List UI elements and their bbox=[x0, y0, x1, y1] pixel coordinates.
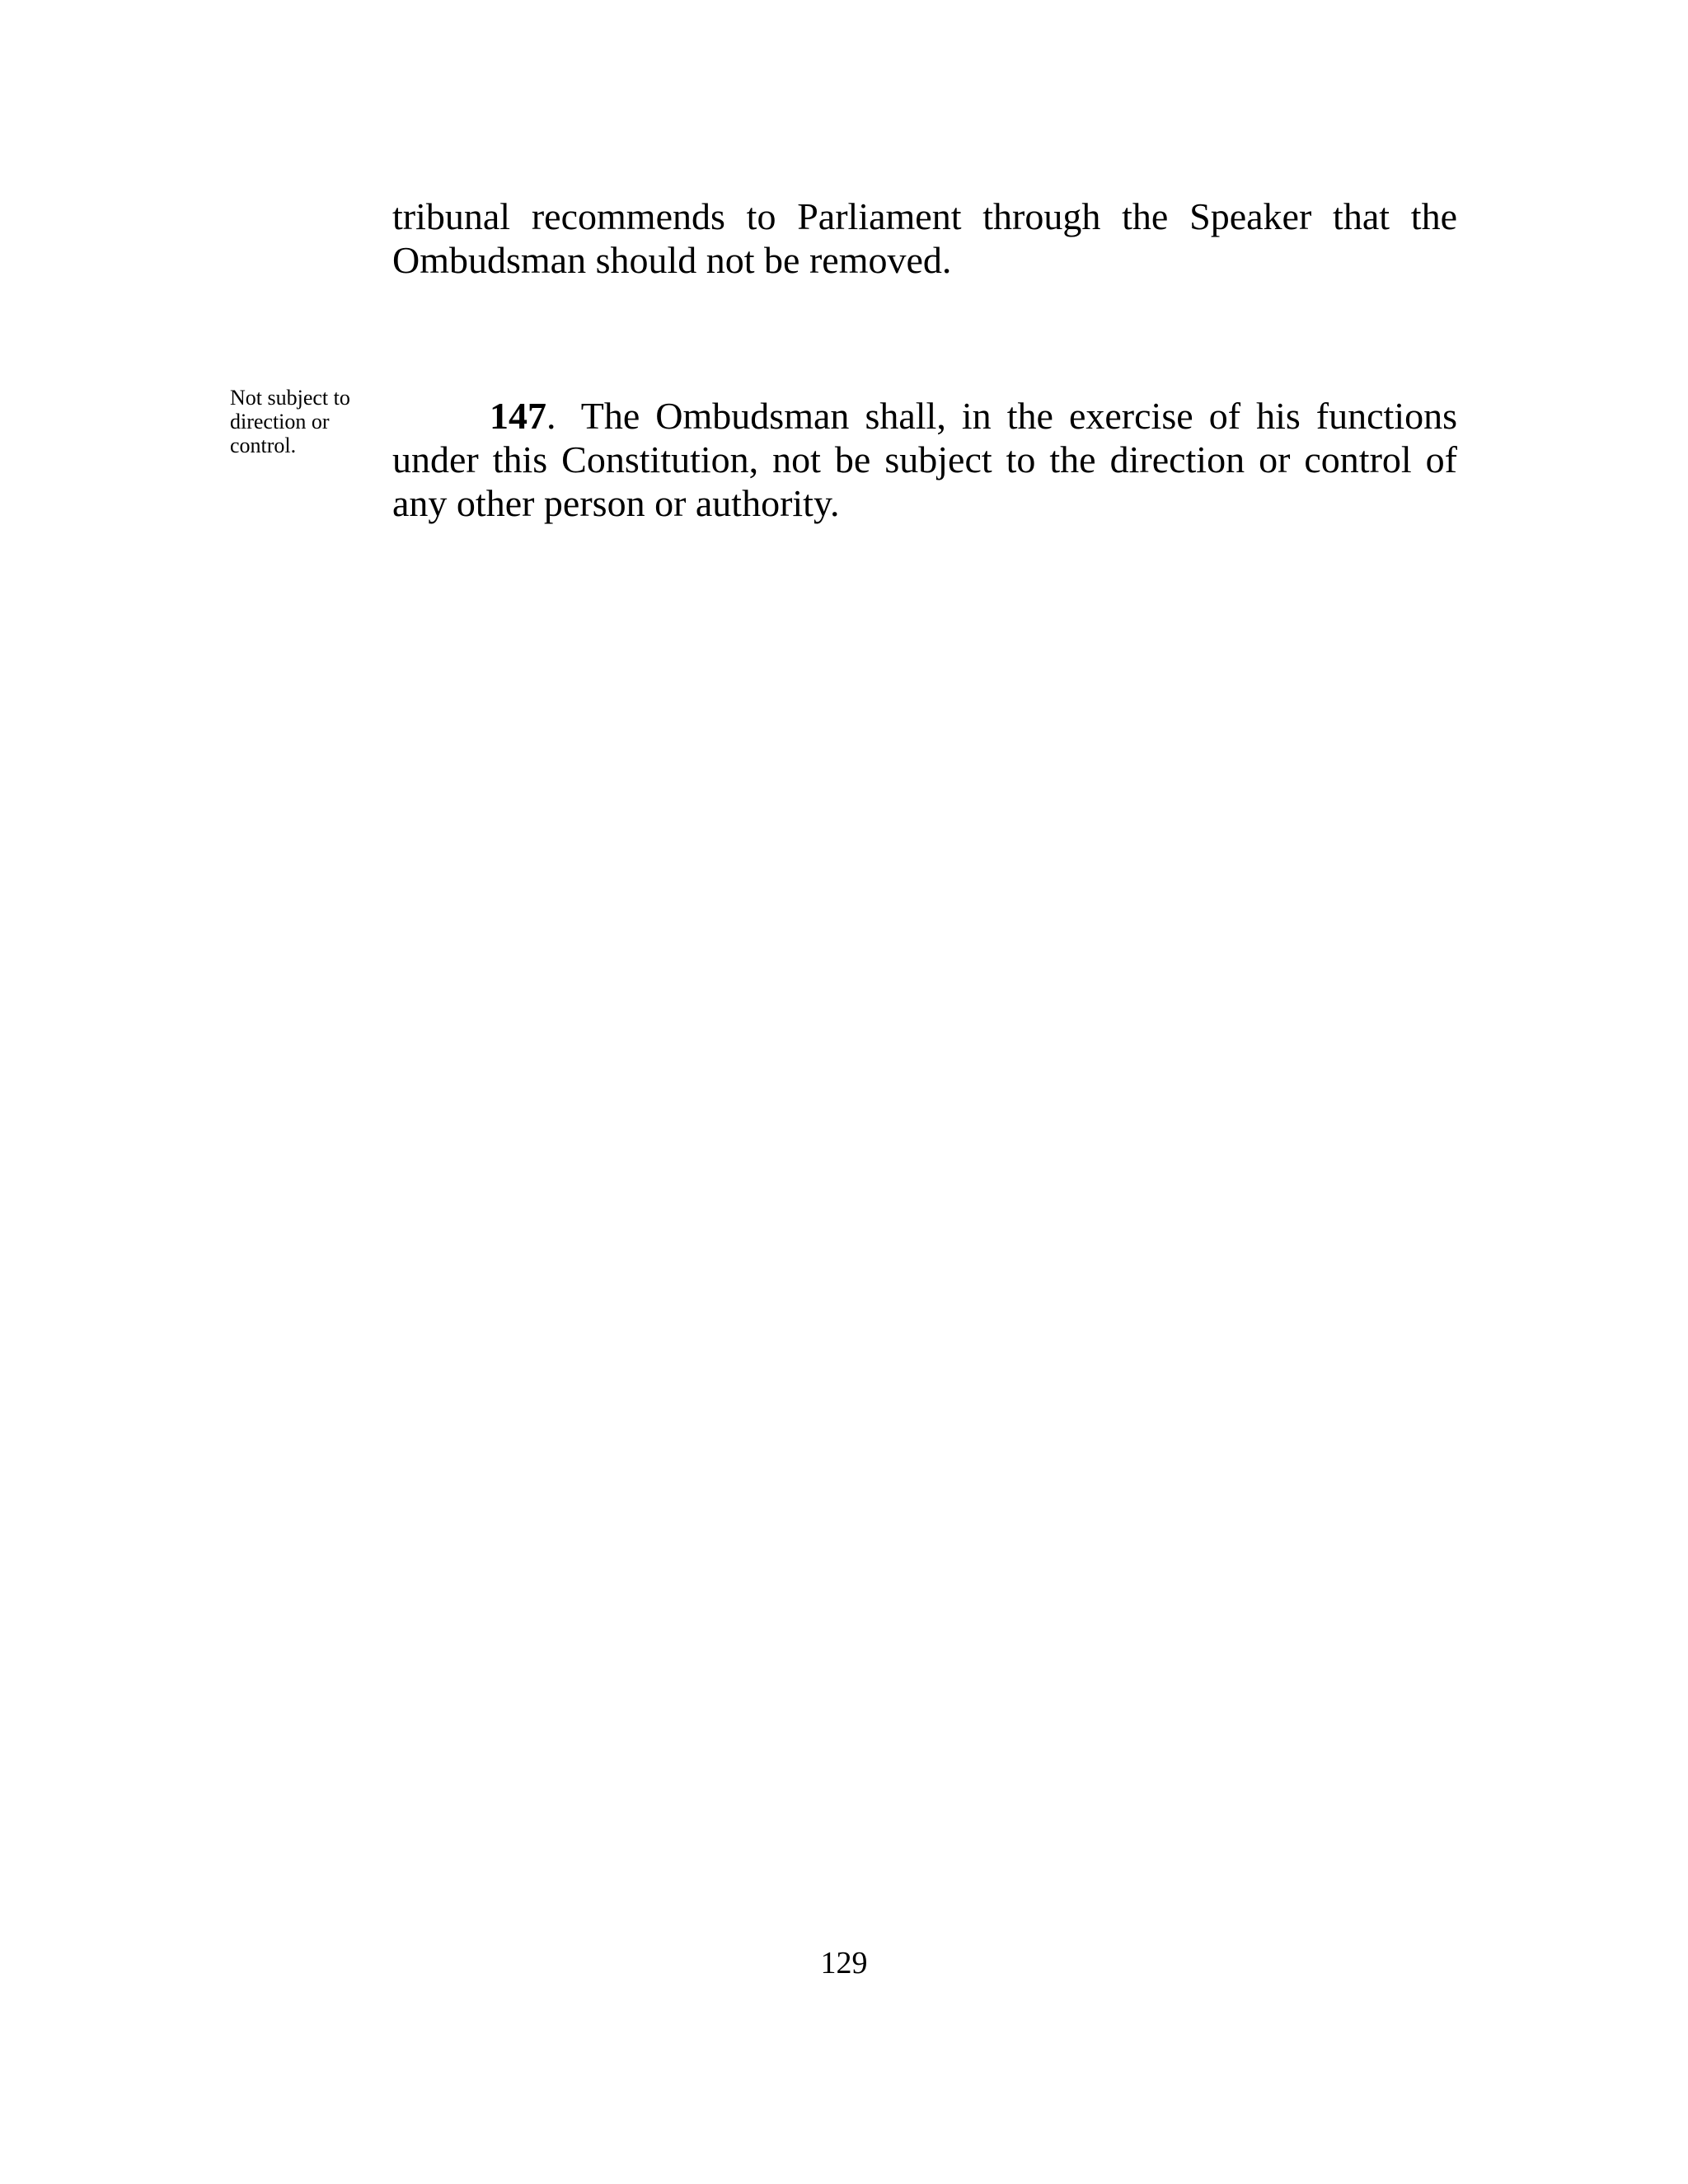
continued-paragraph: tribunal recommends to Parliament through the Speaker that the Ombudsman should not be removed. bbox=[392, 195, 1457, 281]
section-number: 147 bbox=[490, 395, 546, 437]
marginal-note-section-147: Not subject to direction or control. bbox=[230, 386, 350, 457]
section-147-paragraph bbox=[392, 394, 1457, 525]
page-number: 129 bbox=[820, 1946, 868, 1980]
section-147-text: The Ombudsman shall, in the exercise of his functions under this Constitution, not be subject to the direction or control of any other person or authority. bbox=[392, 395, 1458, 524]
section-number-suffix: . bbox=[546, 395, 556, 437]
